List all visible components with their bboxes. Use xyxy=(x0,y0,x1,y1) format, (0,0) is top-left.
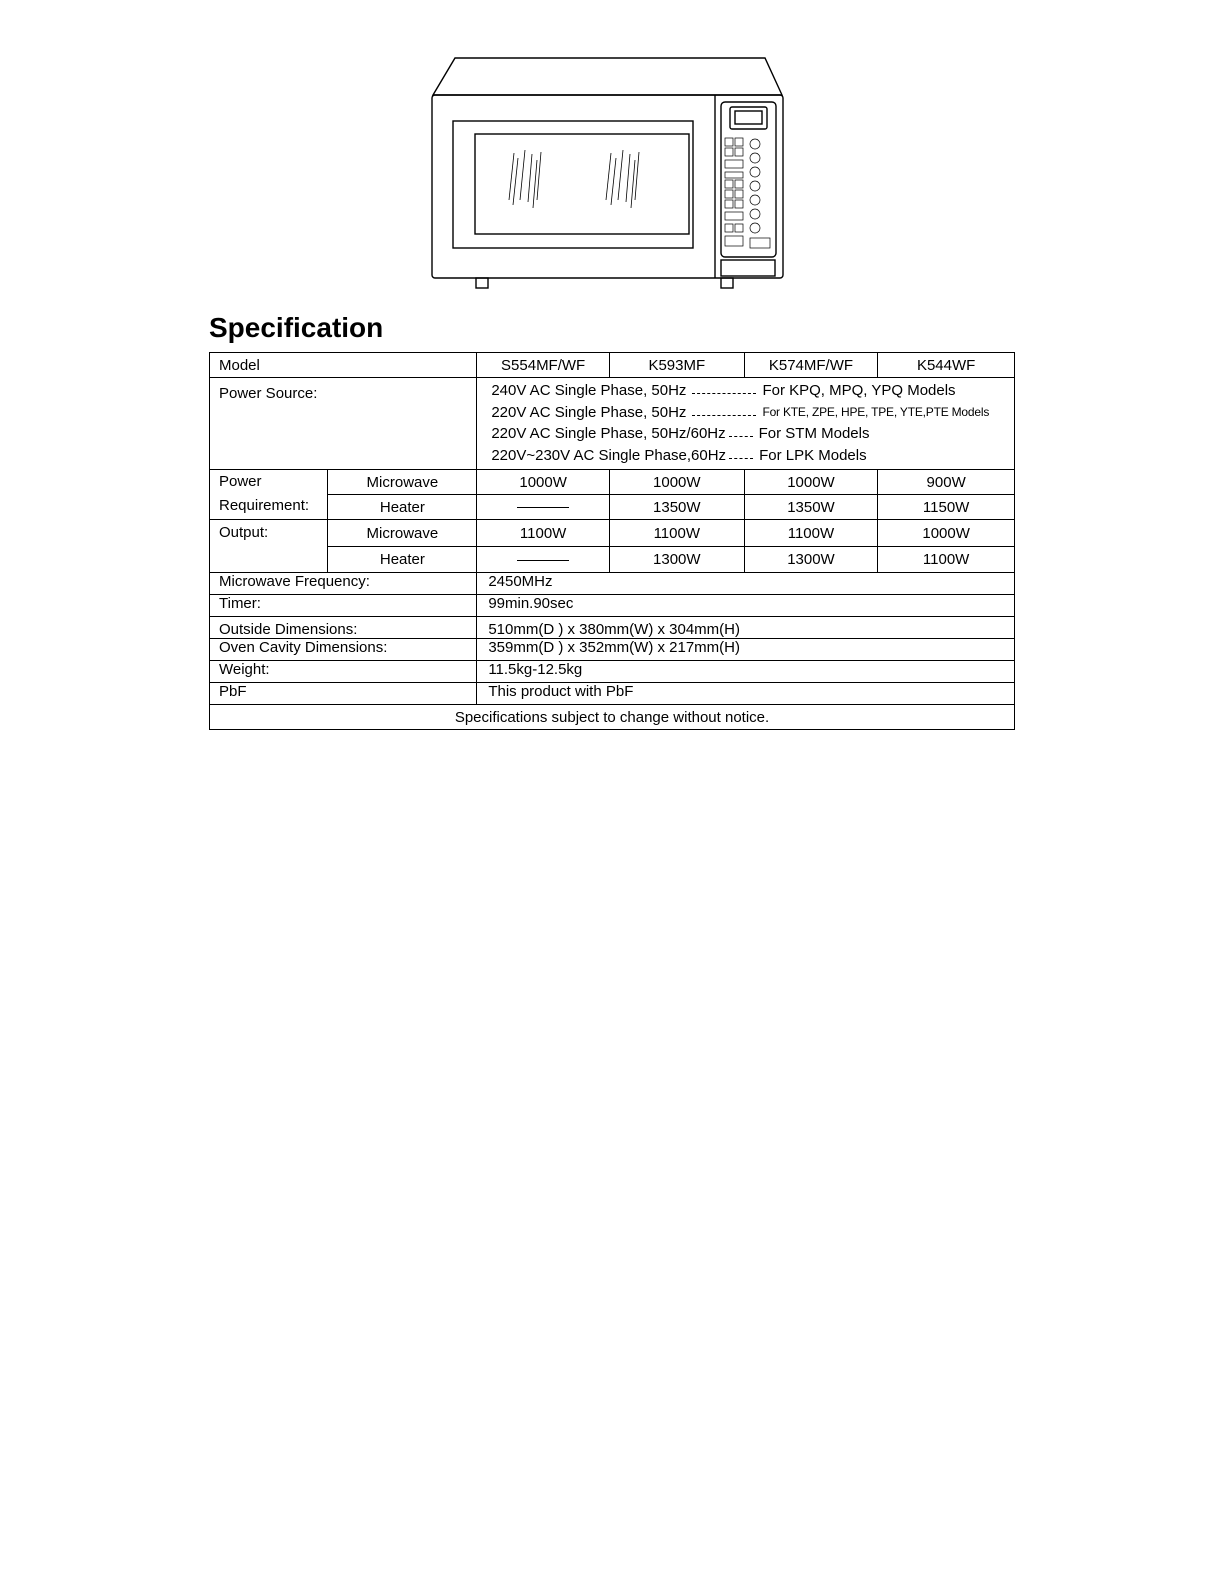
output-heater-3: 1300W xyxy=(744,547,878,573)
cavity-dimensions-value: 359mm(D ) x 352mm(W) x 217mm(H) xyxy=(477,639,1015,661)
timer-label: Timer: xyxy=(210,595,477,617)
table-row-pbf xyxy=(210,683,1015,705)
model-name-1: S554MF/WF xyxy=(477,353,610,378)
power-source-line xyxy=(491,402,1014,424)
power-source-description: For KPQ, MPQ, YPQ Models xyxy=(762,382,956,400)
power-source-voltage: 220V AC Single Phase, 50Hz xyxy=(491,403,687,421)
microwave-oven-illustration xyxy=(425,50,795,295)
outside-dimensions-value: 510mm(D ) x 380mm(W) x 304mm(H) xyxy=(477,617,1015,639)
power-source-description: For LPK Models xyxy=(759,446,867,464)
leader-dashes xyxy=(729,458,753,459)
weight-label: Weight: xyxy=(210,661,477,683)
table-row-weight xyxy=(210,661,1015,683)
heater-label: Heater xyxy=(328,495,477,520)
table-row-footer xyxy=(210,705,1015,730)
timer-value: 99min.90sec xyxy=(477,595,1015,617)
power-req-heater-2: 1350W xyxy=(609,495,744,520)
table-row-power-source xyxy=(210,378,1015,470)
cavity-dimensions-label: Oven Cavity Dimensions: xyxy=(210,639,477,661)
power-source-voltage: 240V AC Single Phase, 50Hz xyxy=(491,382,687,400)
frequency-value: 2450MHz xyxy=(477,573,1015,595)
not-applicable-dash xyxy=(517,507,569,508)
output-heater-4: 1100W xyxy=(878,547,1015,573)
leader-dashes xyxy=(692,415,756,416)
power-source-voltage: 220V AC Single Phase, 50Hz/60Hz xyxy=(491,425,726,443)
frequency-label: Microwave Frequency: xyxy=(210,573,477,595)
power-source-line xyxy=(491,380,1014,402)
output-microwave-4: 1000W xyxy=(878,520,1015,547)
power-source-label: Power Source: xyxy=(210,378,477,470)
heater-label: Heater xyxy=(328,547,477,573)
page-title: Specification xyxy=(209,312,384,343)
output-microwave-1: 1100W xyxy=(477,520,610,547)
pbf-label: PbF xyxy=(210,683,477,705)
power-source-line xyxy=(491,445,1014,467)
power-req-microwave-1: 1000W xyxy=(477,470,610,495)
microwave-label: Microwave xyxy=(328,470,477,495)
power-source-description: For KTE, ZPE, HPE, TPE, YTE,PTE Models xyxy=(762,405,990,420)
power-req-microwave-4: 900W xyxy=(878,470,1015,495)
leader-dashes xyxy=(692,393,756,394)
power-requirement-label: Power Requirement: xyxy=(210,470,328,520)
power-req-heater-1 xyxy=(477,495,610,520)
weight-value: 11.5kg-12.5kg xyxy=(477,661,1015,683)
model-label: Model xyxy=(210,353,477,378)
leader-dashes xyxy=(729,436,753,437)
power-source-description: For STM Models xyxy=(758,425,870,443)
output-microwave-3: 1100W xyxy=(744,520,878,547)
table-row-power-req-microwave xyxy=(210,470,1015,495)
table-row-frequency xyxy=(210,573,1015,595)
table-row-timer xyxy=(210,595,1015,617)
pbf-value: This product with PbF xyxy=(477,683,1015,705)
footer-note: Specifications subject to change without notice. xyxy=(210,705,1015,730)
power-req-heater-4: 1150W xyxy=(878,495,1015,520)
table-row-outside-dimensions xyxy=(210,617,1015,639)
specification-table xyxy=(209,352,1015,730)
output-heater-2: 1300W xyxy=(609,547,744,573)
model-name-4: K544WF xyxy=(878,353,1015,378)
table-row-model xyxy=(210,353,1015,378)
table-row-output-microwave xyxy=(210,520,1015,547)
power-source-voltage: 220V~230V AC Single Phase,60Hz xyxy=(491,446,727,464)
model-name-3: K574MF/WF xyxy=(744,353,878,378)
table-row-power-req-heater xyxy=(210,495,1015,520)
power-source-line xyxy=(491,423,1014,445)
power-req-microwave-2: 1000W xyxy=(609,470,744,495)
output-label: Output: xyxy=(210,520,328,573)
not-applicable-dash xyxy=(517,560,569,561)
table-row-cavity-dimensions xyxy=(210,639,1015,661)
table-row-output-heater xyxy=(210,547,1015,573)
output-microwave-2: 1100W xyxy=(609,520,744,547)
microwave-label: Microwave xyxy=(328,520,477,547)
power-req-heater-3: 1350W xyxy=(744,495,878,520)
outside-dimensions-label: Outside Dimensions: xyxy=(210,617,477,639)
power-source-values xyxy=(477,378,1015,470)
output-heater-1 xyxy=(477,547,610,573)
model-name-2: K593MF xyxy=(609,353,744,378)
power-req-microwave-3: 1000W xyxy=(744,470,878,495)
